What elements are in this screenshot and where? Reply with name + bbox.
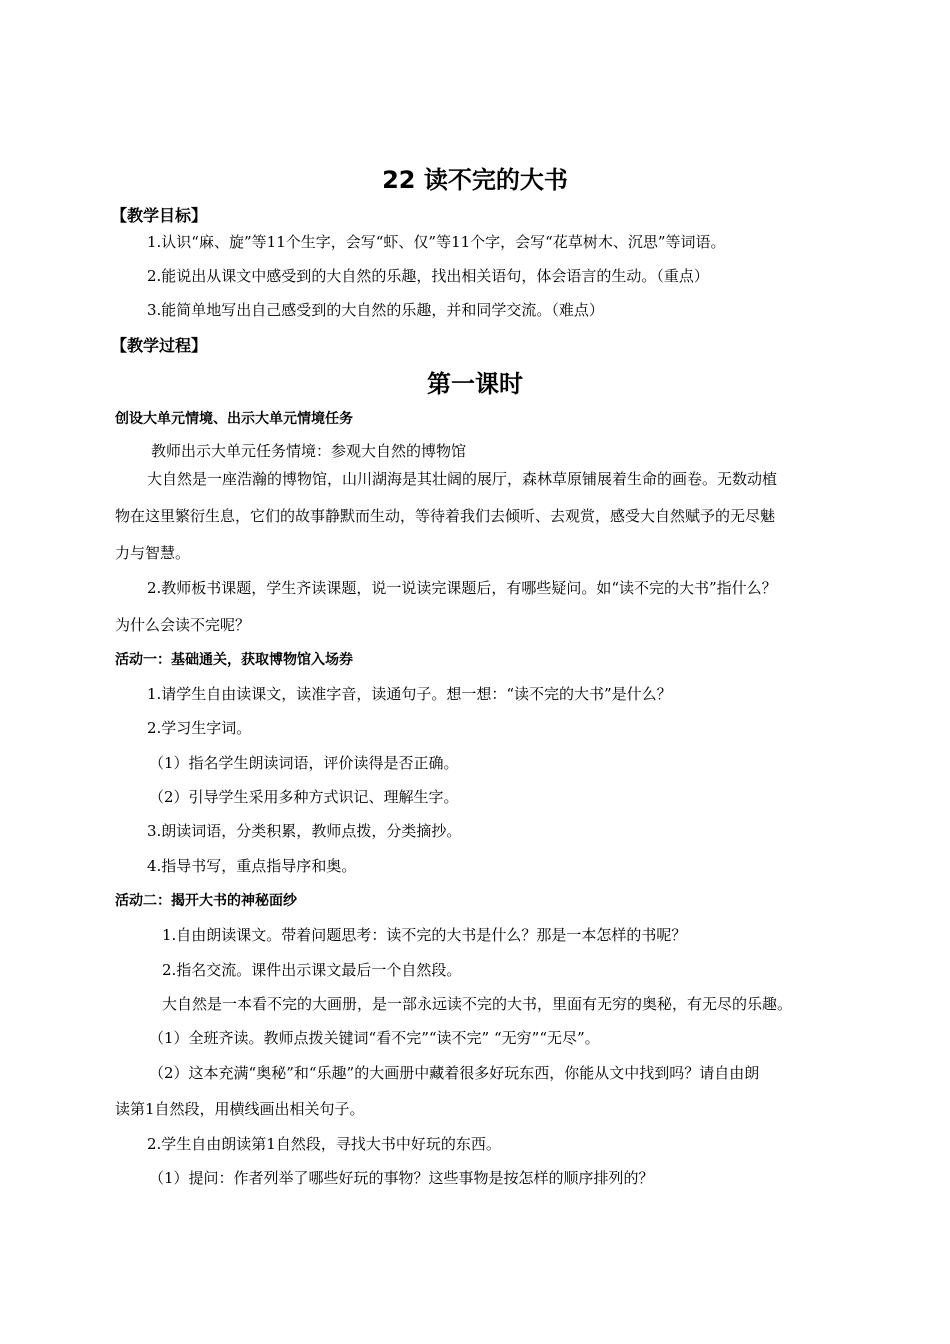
body-line: 2.教师板书课题，学生齐读课题，说一说读完课题后，有哪些疑问。如“读不完的大书”指什么？ <box>147 579 777 597</box>
body-line: 2.学生自由朗读第1自然段，寻找大书中好玩的东西。 <box>147 1135 501 1153</box>
document-title: 22 读不完的大书 <box>382 166 568 194</box>
body-line: （2）这本充满“奥秘”和“乐趣”的大画册中藏着很多好玩东西，你能从文中找到吗？请自由朗 <box>149 1064 760 1082</box>
goal-line: 1.认识“麻、旋”等11个生字，会写“虾、仅”等11个字，会写“花草树木、沉思”等词语。 <box>147 233 726 251</box>
section-heading: 活动一：基础通关，获取博物馆入场券 <box>115 652 353 668</box>
process-heading: 【教学过程】 <box>111 336 208 355</box>
body-line: （2）引导学生采用多种方式识记、理解生字。 <box>149 788 459 806</box>
lesson-title: 第一课时 <box>427 370 523 398</box>
body-line: （1）提问：作者列举了哪些好玩的事物？这些事物是按怎样的顺序排列的？ <box>149 1169 654 1187</box>
body-line: 力与智慧。 <box>115 544 191 562</box>
goal-line: 3.能简单地写出自己感受到的大自然的乐趣，并和同学交流。（难点） <box>147 301 604 319</box>
body-line: 读第1自然段，用横线画出相关句子。 <box>115 1100 365 1118</box>
section-heading: 创设大单元情境、出示大单元情境任务 <box>115 411 353 427</box>
body-line: 3.朗读词语，分类积累，教师点拨，分类摘抄。 <box>147 822 462 840</box>
body-line: （1）指名学生朗读词语，评价读得是否正确。 <box>149 754 459 772</box>
body-line: 物在这里繁衍生息，它们的故事静默而生动，等待着我们去倾听、去观赏，感受大自然赋予的无尽魅 <box>115 507 776 525</box>
section-heading: 活动二：揭开大书的神秘面纱 <box>115 893 297 909</box>
body-line: 大自然是一本看不完的大画册，是一部永远读不完的大书，里面有无穷的奥秘，有无尽的乐趣。 <box>162 995 793 1013</box>
body-line: 为什么会读不完呢？ <box>115 616 251 634</box>
body-line: 1.请学生自由读课文，读准字音，读通句子。想一想：“读不完的大书”是什么？ <box>147 685 672 703</box>
body-line: （1）全班齐读。教师点拨关键词“看不完”“读不完” “无穷”“无尽”。 <box>149 1029 600 1047</box>
body-line: 教师出示大单元任务情境：参观大自然的博物馆 <box>151 442 467 460</box>
goals-heading: 【教学目标】 <box>111 206 208 225</box>
body-line: 2.指名交流。课件出示课文最后一个自然段。 <box>162 961 462 979</box>
goal-line: 2.能说出从课文中感受到的大自然的乐趣，找出相关语句，体会语言的生动。（重点） <box>147 267 709 285</box>
body-line: 4.指导书写，重点指导序和奥。 <box>147 857 357 875</box>
body-line: 大自然是一座浩瀚的博物馆，山川湖海是其壮阔的展厅，森林草原铺展着生命的画卷。无数动植 <box>147 470 778 488</box>
body-line: 2.学习生字词。 <box>147 719 252 737</box>
body-line: 1.自由朗读课文。带着问题思考：读不完的大书是什么？那是一本怎样的书呢？ <box>162 926 687 944</box>
